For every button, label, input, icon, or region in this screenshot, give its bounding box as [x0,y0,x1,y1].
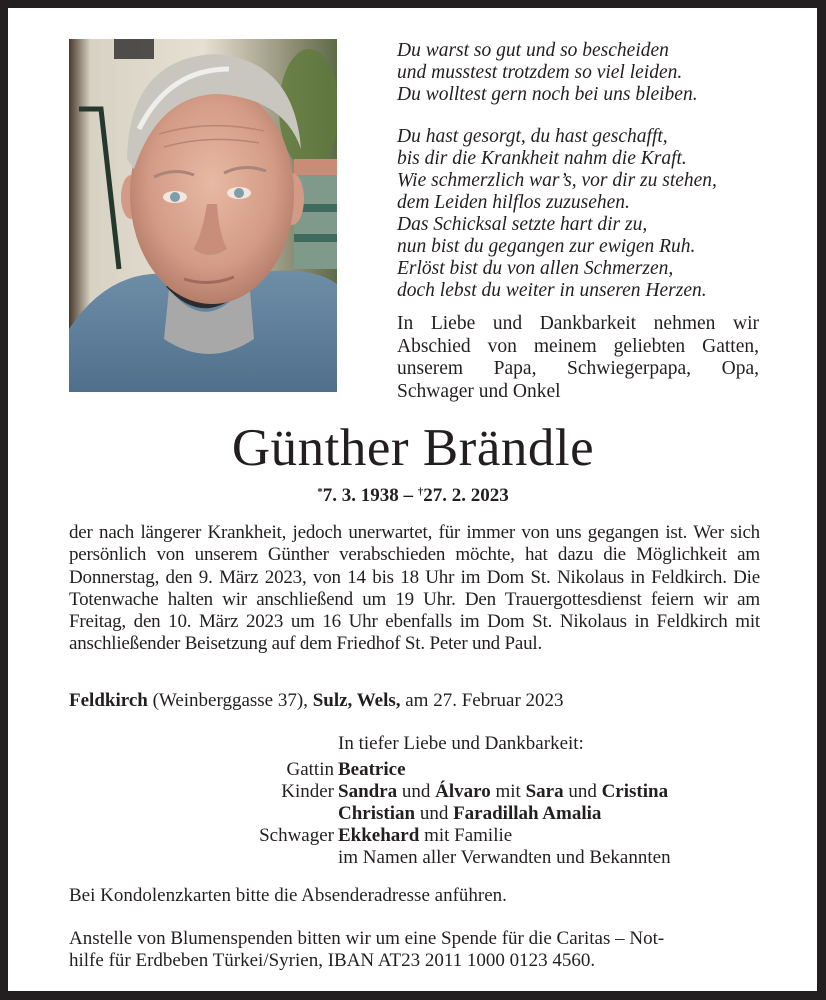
mourner-names [338,759,406,781]
mourner-name: Álvaro [435,781,491,802]
mourner-row [69,847,789,869]
mourner-names [338,781,668,803]
mourner-role [69,847,338,869]
memorial-poem [397,40,797,322]
life-dates [0,480,826,508]
mourner-row [69,759,789,781]
mourners-intro: In tiefer Liebe und Dankbarkeit: [338,733,584,754]
obituary-notice [8,8,817,991]
deceased-name: Günther Brändle [231,419,595,477]
mourners-list [69,733,789,869]
place-date-line [69,690,564,712]
poem-line: bis dir die Krankheit nahm die Kraft. [397,148,687,169]
condolence-note: Bei Kondolenzkarten bitte die Absenderadresse anführen. [69,885,507,906]
places-sulz-wels: Sulz, Wels, [312,690,401,711]
death-cross-icon: † [417,486,424,498]
mourner-name: Beatrice [338,759,406,780]
mourner-name: Sandra [338,781,398,802]
mourner-row [69,781,789,803]
mourner-role: Schwager [259,825,334,846]
poem-line: nun bist du gegangen zur ewigen Ruh. [397,236,696,257]
funeral-details: der nach längerer Krankheit, jedoch unerwartet, für immer von uns gegangen ist. Wer sich persönlich von unserem Günther verabschieden möchte, hat dazu die Möglichkeit am Donnerstag, den 9. März 2023, von 14 bis 18 Uhr im Dom St. Nikolaus in Feldkirch. Die Totenwache halten wir anschließend um 19 Uhr. Den Trauergottesdienst feiern wir am Freitag, den 10. März 2023 um 16 Uhr ebenfalls im Dom St. Nikolaus in Feldkirch mit anschließender Beisetzung auf dem Friedhof St. Peter und Paul. [69,522,760,655]
mourner-name: Christian [338,803,416,824]
donation-note [69,928,760,972]
portrait-photo [69,39,337,392]
poem-line: und musstest trotzdem so viel leiden. [397,62,683,83]
mourner-names [338,847,671,869]
birth-star-icon: * [317,486,323,498]
portrait-image-icon [69,39,337,392]
poem-line: Du hast gesorgt, du hast geschafft, [397,126,668,147]
mourner-name: Ekkehard [338,825,420,846]
mourner-name: Sara [525,781,564,802]
farewell-text: In Liebe und Dankbarkeit nehmen wir Abschied von meinem geliebten Gatten, unserem Papa, Schwiegerpapa, Opa, Schwager und Onkel [397,313,759,402]
poem-line: doch lebst du weiter in unseren Herzen. [397,280,707,301]
mourner-names [338,803,601,825]
connector-text: und [563,781,602,802]
date-separator: – [398,485,418,506]
mourner-role: Kinder [281,781,334,802]
mourner-names [338,825,512,847]
poem-line: Das Schicksal setzte hart dir zu, [397,214,648,235]
mourner-role: Gattin [286,759,334,780]
mourners-rows [69,759,789,869]
poem-line: Wie schmerzlich war’s, vor dir zu stehen, [397,170,717,191]
mourner-name: Cristina [601,781,669,802]
poem-line: Du wolltest gern noch bei uns bleiben. [397,84,698,105]
notice-date: am 27. Februar 2023 [400,690,564,711]
mourner-row [69,803,789,825]
birth-date: 7. 3. 1938 [322,485,399,506]
poem-line: Erlöst bist du von allen Schmerzen, [397,258,674,279]
connector-text: im Namen aller Verwandten und Bekannten [338,847,671,868]
poem-stanza-1 [397,40,797,106]
donation-line: Anstelle von Blumenspenden bitten wir um eine Spende für die Caritas – Not- [69,928,665,949]
mourner-role [69,803,338,825]
death-date: 27. 2. 2023 [423,485,509,506]
poem-stanza-2 [397,126,797,302]
donation-line: hilfe für Erdbeben Türkei/Syrien, IBAN AT23 2011 1000 0123 4560. [69,950,596,971]
connector-text: mit Familie [419,825,513,846]
place-feldkirch: Feldkirch [69,690,148,711]
poem-line: dem Leiden hilflos zuzusehen. [397,192,630,213]
connector-text: mit [490,781,526,802]
poem-line: Du warst so gut und so bescheiden [397,40,669,61]
connector-text: und [415,803,454,824]
address: (Weinberggasse 37), [147,690,313,711]
mourner-name: Faradillah Amalia [453,803,602,824]
mourner-row [69,825,789,847]
connector-text: und [397,781,436,802]
